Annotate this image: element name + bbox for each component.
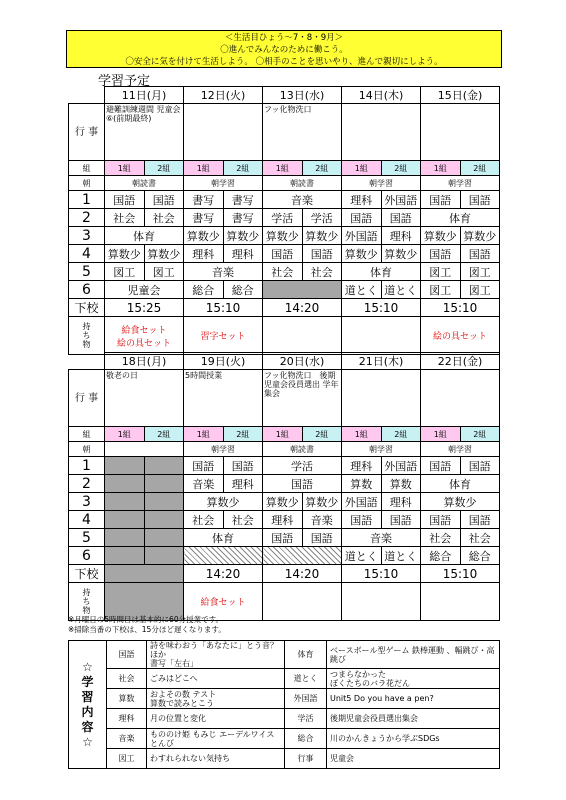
- period-number: 2: [69, 475, 105, 493]
- period-cell: 外国語: [381, 191, 421, 209]
- learning-content-table: [68, 640, 500, 769]
- week1-schedule: [68, 86, 500, 355]
- class-2-label: 2組: [381, 161, 421, 176]
- row-label-belongings: 持 ち 物: [69, 583, 105, 621]
- period-cell: 国語: [144, 191, 184, 209]
- row-label-class: 組: [69, 427, 105, 442]
- period-cell: 書写: [223, 191, 263, 209]
- banner-line-1: 〇進んでみんなのために働こう。: [220, 45, 348, 55]
- period-cell: 国語: [105, 191, 145, 209]
- subject-content: 後期児童会役員選出集会: [327, 709, 500, 729]
- period-number: 5: [69, 529, 105, 547]
- period-cell: 理科: [381, 493, 421, 511]
- row-label-morning: 朝: [69, 442, 105, 457]
- period-cell: 外国語: [342, 493, 382, 511]
- holiday-cell: [144, 511, 184, 529]
- period-cell: 国語: [460, 457, 500, 475]
- period-cell: 総合: [223, 281, 263, 299]
- holiday-cell: [105, 475, 145, 493]
- footnote: ※月曜日の5時間目は基本的に60分授業です。: [68, 615, 223, 624]
- period-cell: 国語: [302, 529, 342, 547]
- period-cell: 国語: [421, 245, 461, 263]
- subject-content: もののけ姫 もみじ エーデルワイス とんび: [147, 729, 285, 749]
- morning-cell: 朝読書: [263, 442, 342, 457]
- event-cell: 避難訓練週間 児童会⑥(前期最終): [105, 104, 184, 161]
- period-cell: 理科: [223, 475, 263, 493]
- row-label-class: 組: [69, 161, 105, 176]
- class-2-label: 2組: [223, 161, 263, 176]
- class-2-label: 2組: [381, 427, 421, 442]
- period-cell: 体育: [421, 209, 500, 227]
- life-goals-banner: [66, 30, 502, 68]
- dismissal-time: 14:20: [184, 565, 263, 583]
- period-cell: 学活: [263, 209, 303, 227]
- day-header: 14日(木): [342, 87, 421, 104]
- event-cell: [342, 104, 421, 161]
- period-cell: 社会: [460, 529, 500, 547]
- holiday-cell: [105, 529, 145, 547]
- subject-content: 児童会: [327, 749, 500, 769]
- period-cell: 道とく: [381, 281, 421, 299]
- period-cell: 総合: [421, 547, 461, 565]
- no-class-cell: [263, 547, 342, 565]
- period-cell: 算数少: [105, 245, 145, 263]
- belongings-cell: [342, 583, 421, 621]
- period-number: 4: [69, 511, 105, 529]
- class-2-label: 2組: [302, 161, 342, 176]
- period-number: 2: [69, 209, 105, 227]
- period-cell: 音楽: [263, 191, 342, 209]
- period-cell: 算数少: [263, 493, 303, 511]
- class-2-label: 2組: [223, 427, 263, 442]
- period-cell: 音楽: [302, 511, 342, 529]
- subject-content: 川のかんきょうから学ぶSDGs: [327, 729, 500, 749]
- period-cell: 書写: [184, 209, 224, 227]
- subject-content: ベースボール型ゲーム 鉄棒運動 、幅跳び・高跳び: [327, 641, 500, 669]
- period-cell: 理科: [223, 245, 263, 263]
- period-cell: 図工: [460, 263, 500, 281]
- period-cell: 国語: [421, 457, 461, 475]
- period-cell: 児童会: [105, 281, 184, 299]
- event-cell: [342, 370, 421, 427]
- class-2-label: 2組: [144, 161, 184, 176]
- dismissal-time: 14:20: [263, 299, 342, 317]
- day-header: 13日(水): [263, 87, 342, 104]
- subject-label: 道とく: [285, 669, 327, 689]
- holiday-cell: [105, 493, 145, 511]
- event-cell: [421, 104, 500, 161]
- holiday-cell: [144, 493, 184, 511]
- class-1-label: 1組: [184, 427, 224, 442]
- event-cell: [421, 370, 500, 427]
- period-cell: 算数少: [302, 493, 342, 511]
- period-cell: 理科: [263, 511, 303, 529]
- period-number: 5: [69, 263, 105, 281]
- period-cell: 国語: [263, 529, 303, 547]
- period-number: 1: [69, 191, 105, 209]
- class-1-label: 1組: [105, 427, 145, 442]
- period-cell: 社会: [223, 511, 263, 529]
- period-cell: 国語: [263, 475, 342, 493]
- period-cell: 図工: [421, 281, 461, 299]
- class-1-label: 1組: [421, 161, 461, 176]
- belongings-cell: 絵の具セット: [421, 317, 500, 355]
- class-2-label: 2組: [302, 427, 342, 442]
- no-class-cell: [184, 547, 263, 565]
- day-header: 18日(月): [105, 353, 184, 370]
- footnote: ※掃除当番の下校は、15分ほど遅くなります。: [68, 625, 226, 634]
- period-cell: 書写: [223, 209, 263, 227]
- no-class-cell: [263, 281, 342, 299]
- footnotes: [68, 615, 226, 635]
- subject-label: 図工: [107, 749, 147, 769]
- period-cell: 算数少: [381, 245, 421, 263]
- period-cell: 理科: [184, 245, 224, 263]
- event-cell: フッ化物洗口: [263, 104, 342, 161]
- day-header: 21日(木): [342, 353, 421, 370]
- subject-content: およその数 テスト 算数で読みとこう: [147, 689, 285, 709]
- period-cell: 算数少: [223, 227, 263, 245]
- morning-cell: 朝学習: [184, 442, 263, 457]
- holiday-cell: [144, 529, 184, 547]
- dismissal-time: 15:10: [342, 299, 421, 317]
- period-cell: 総合: [184, 281, 224, 299]
- class-1-label: 1組: [263, 161, 303, 176]
- subject-content: 詩を味わおう「あなたに」とう音？ほか 書写「左右」: [147, 641, 285, 669]
- holiday-cell: [105, 511, 145, 529]
- subject-label: 総合: [285, 729, 327, 749]
- period-cell: 国語: [460, 245, 500, 263]
- row-label-dismissal: 下校: [69, 299, 105, 317]
- day-header: 11日(月): [105, 87, 184, 104]
- day-header: 15日(金): [421, 87, 500, 104]
- dismissal-time: 15:10: [421, 299, 500, 317]
- belongings-cell: 給食セット: [184, 583, 263, 621]
- row-label-belongings: 持 ち 物: [69, 317, 105, 355]
- page-title: 学習予定: [98, 74, 151, 89]
- period-cell: 算数少: [184, 227, 224, 245]
- period-cell: 図工: [144, 263, 184, 281]
- period-cell: 図工: [421, 263, 461, 281]
- morning-cell: 朝学習: [342, 176, 421, 191]
- period-cell: 国語: [184, 457, 224, 475]
- class-1-label: 1組: [263, 427, 303, 442]
- period-cell: 国語: [460, 191, 500, 209]
- class-1-label: 1組: [342, 161, 382, 176]
- belongings-cell: [263, 317, 342, 355]
- subject-label: 音楽: [107, 729, 147, 749]
- period-cell: 国語: [381, 511, 421, 529]
- subject-content: 月の位置と変化: [147, 709, 285, 729]
- period-cell: 音楽: [342, 529, 421, 547]
- period-cell: 国語: [302, 245, 342, 263]
- dismissal-time: 15:25: [105, 299, 184, 317]
- morning-cell: 朝学習: [421, 176, 500, 191]
- period-cell: 社会: [184, 511, 224, 529]
- period-cell: 社会: [144, 209, 184, 227]
- period-cell: 道とく: [381, 547, 421, 565]
- holiday-cell: [105, 457, 145, 475]
- subject-label: 行事: [285, 749, 327, 769]
- event-cell: フッ化物洗口 後期児童会役員選出 学年集会: [263, 370, 342, 427]
- period-cell: 道とく: [342, 281, 382, 299]
- subject-content: Unit5 Do you have a pen?: [327, 689, 500, 709]
- holiday-cell: [144, 547, 184, 565]
- morning-cell: 朝学習: [184, 176, 263, 191]
- week2-schedule: [68, 352, 500, 621]
- subject-label: 学活: [285, 709, 327, 729]
- period-cell: 社会: [302, 263, 342, 281]
- event-cell: [184, 104, 263, 161]
- period-number: 3: [69, 493, 105, 511]
- holiday-cell: [144, 475, 184, 493]
- class-1-label: 1組: [421, 427, 461, 442]
- class-1-label: 1組: [184, 161, 224, 176]
- period-cell: 音楽: [184, 475, 224, 493]
- period-cell: 算数少: [302, 227, 342, 245]
- period-cell: 算数少: [263, 227, 303, 245]
- event-cell: 敬老の日: [105, 370, 184, 427]
- row-label-morning: 朝: [69, 176, 105, 191]
- learning-content-label: ☆ 学 習 内 容 ☆: [69, 641, 107, 769]
- period-cell: 算数少: [144, 245, 184, 263]
- belongings-cell: [421, 583, 500, 621]
- holiday-cell: [105, 547, 145, 565]
- day-header: 12日(火): [184, 87, 263, 104]
- period-cell: 書写: [184, 191, 224, 209]
- day-header: 22日(金): [421, 353, 500, 370]
- day-header: 20日(水): [263, 353, 342, 370]
- class-1-label: 1組: [342, 427, 382, 442]
- period-cell: 国語: [263, 245, 303, 263]
- period-cell: 学活: [263, 457, 342, 475]
- period-cell: 音楽: [184, 263, 263, 281]
- period-cell: 算数少: [342, 245, 382, 263]
- period-cell: 算数少: [421, 493, 500, 511]
- period-cell: 算数少: [184, 493, 263, 511]
- period-cell: 国語: [381, 209, 421, 227]
- dismissal-time: 15:10: [184, 299, 263, 317]
- class-2-label: 2組: [460, 427, 500, 442]
- row-label-dismissal: 下校: [69, 565, 105, 583]
- morning-cell: [105, 442, 184, 457]
- subject-label: 社会: [107, 669, 147, 689]
- day-header: 19日(火): [184, 353, 263, 370]
- event-cell: 5時間授業: [184, 370, 263, 427]
- period-cell: 社会: [421, 529, 461, 547]
- dismissal-time: 15:10: [421, 565, 500, 583]
- period-cell: 体育: [342, 263, 421, 281]
- period-cell: 体育: [421, 475, 500, 493]
- class-2-label: 2組: [460, 161, 500, 176]
- period-cell: 外国語: [381, 457, 421, 475]
- period-cell: 体育: [184, 529, 263, 547]
- morning-cell: 朝読書: [263, 176, 342, 191]
- period-cell: 社会: [105, 209, 145, 227]
- period-cell: 外国語: [342, 227, 382, 245]
- belongings-cell: [342, 317, 421, 355]
- morning-cell: 朝学習: [421, 442, 500, 457]
- period-cell: 図工: [105, 263, 145, 281]
- subject-label: 体育: [285, 641, 327, 669]
- period-cell: 図工: [460, 281, 500, 299]
- holiday-cell: [144, 457, 184, 475]
- period-number: 1: [69, 457, 105, 475]
- period-number: 6: [69, 547, 105, 565]
- period-cell: 理科: [342, 191, 382, 209]
- period-cell: 国語: [223, 457, 263, 475]
- class-2-label: 2組: [144, 427, 184, 442]
- belongings-cell: 習字セット: [184, 317, 263, 355]
- period-number: 4: [69, 245, 105, 263]
- period-number: 6: [69, 281, 105, 299]
- subject-label: 算数: [107, 689, 147, 709]
- period-cell: 理科: [342, 457, 382, 475]
- period-cell: 道とく: [342, 547, 382, 565]
- period-cell: 国語: [421, 511, 461, 529]
- period-number: 3: [69, 227, 105, 245]
- period-cell: 理科: [381, 227, 421, 245]
- belongings-cell: [263, 583, 342, 621]
- period-cell: 国語: [342, 209, 382, 227]
- period-cell: 社会: [263, 263, 303, 281]
- period-cell: 学活: [302, 209, 342, 227]
- banner-title: ＜生活目ひょう～7・8・9月＞: [224, 33, 344, 43]
- period-cell: 算数少: [460, 227, 500, 245]
- period-cell: 総合: [460, 547, 500, 565]
- period-cell: 国語: [421, 191, 461, 209]
- subject-content: つまらなかった ぼくたちのバラ花だん: [327, 669, 500, 689]
- row-label-events: 行 事: [69, 370, 105, 427]
- dismissal-time: 15:10: [342, 565, 421, 583]
- period-cell: 算数: [342, 475, 382, 493]
- subject-label: 国語: [107, 641, 147, 669]
- dismissal-time: 14:20: [263, 565, 342, 583]
- class-1-label: 1組: [105, 161, 145, 176]
- period-cell: 算数少: [421, 227, 461, 245]
- period-cell: 体育: [105, 227, 184, 245]
- banner-line-2: 〇安全に気を付けて生活しよう。 〇相手のことを思いやり、進んで親切にしよう。: [125, 57, 443, 67]
- period-cell: 算数: [381, 475, 421, 493]
- period-cell: 国語: [460, 511, 500, 529]
- subject-label: 理科: [107, 709, 147, 729]
- period-cell: 国語: [342, 511, 382, 529]
- belongings-cell: 給食セット 絵の具セット: [105, 317, 184, 355]
- morning-cell: 朝読書: [105, 176, 184, 191]
- subject-content: わすれられない気持ち: [147, 749, 285, 769]
- morning-cell: 朝学習: [342, 442, 421, 457]
- holiday-cell: [105, 565, 184, 583]
- row-label-events: 行 事: [69, 104, 105, 161]
- subject-content: ごみはどこへ: [147, 669, 285, 689]
- subject-label: 外国語: [285, 689, 327, 709]
